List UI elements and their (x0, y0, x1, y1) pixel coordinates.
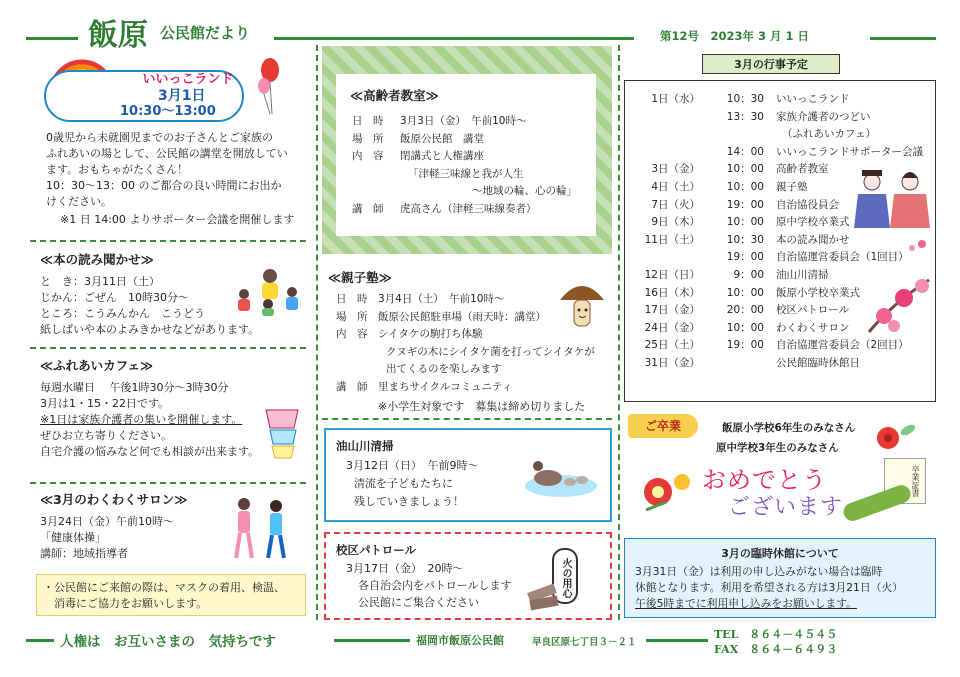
schedule-heading: 3月の行事予定 (702, 54, 840, 74)
footer-line-mid (334, 639, 410, 642)
iikko-line: ます。おもちゃがたくさん！ (46, 163, 189, 176)
footer-slogan: 人権は お互いさまの 気持ちです (60, 634, 276, 650)
event: 公民館臨時休館日 (776, 356, 860, 369)
day: 3日（金） (651, 163, 700, 176)
schedule-row (634, 250, 923, 266)
row-value: 3月3日（金） 午前10時〜 (400, 115, 527, 127)
patrol-line: 公民館にご集合ください (358, 596, 479, 609)
row-value: 飯原公民館 講堂 (400, 132, 484, 145)
salon-section (40, 490, 187, 562)
divider-col2 (618, 45, 620, 620)
patrol-heading: 校区パトロール (336, 543, 417, 557)
event: いいっこランド (776, 93, 850, 105)
day: 31日（金） (644, 356, 700, 369)
closure-line: 3月31日（金）は利用の申し込みがない場合は臨時 (635, 565, 883, 578)
closure-line: 午後5時までに利用申し込みをお願いします。 (635, 597, 857, 610)
divider (30, 240, 306, 242)
event: 自治協運営委員会（1回目） (776, 251, 909, 264)
iikko-badge: いいっこランド (142, 72, 234, 87)
time: 9：00 (733, 268, 764, 281)
time: 10：00 (726, 180, 764, 193)
koreisha-table (350, 112, 579, 220)
time (702, 127, 774, 143)
cafe-line: 3月は1・15・22日です。 (40, 397, 170, 410)
schedule-row (634, 127, 923, 143)
yomikikase-line: ところ：こうみんかん こうどう (40, 307, 205, 320)
event: 親子塾 (776, 180, 808, 193)
day (634, 250, 700, 266)
rose-illustration (868, 418, 918, 458)
closure-box (624, 538, 936, 618)
yomikikase-line: じかん：ごぜん 10時30分〜 (40, 291, 189, 304)
footer-org: 福岡市飯原公民館 (416, 634, 504, 647)
graduation-badge: ご卒業 (628, 414, 698, 438)
notice-line: ・公民館にご来館の際は、マスクの着用、検温、 (43, 581, 285, 594)
balloons-icon (256, 56, 286, 116)
time: 20：00 (726, 304, 764, 317)
yomikikase-line: 紙しばいや本のよみきかせなどがあります。 (40, 323, 260, 336)
time: 10：30 (726, 233, 764, 246)
closure-line: 休館となります。利用を希望される方は3月21日（火） (635, 581, 904, 594)
row-value: 閉講式と人権講座 (400, 150, 484, 163)
day: 11日（土） (644, 233, 700, 246)
mushroom-illustration (556, 276, 608, 332)
row-value: 里まちサイクルコミュニティ (378, 380, 513, 393)
notice-box (36, 574, 306, 616)
time (702, 356, 774, 372)
time: 10：00 (726, 163, 764, 176)
schedule-row (634, 110, 923, 126)
peach-blossom-illustration (864, 272, 934, 338)
row-value: 出てくるのを楽しみます (386, 363, 502, 376)
cafe-heading: ≪ふれあいカフェ≫ (40, 358, 154, 373)
row-label: 日 時 (336, 293, 368, 305)
koreisha-box (336, 74, 596, 236)
row-value: 3月4日（土） 午前10時〜 (378, 293, 505, 305)
day: 25日（土） (644, 339, 700, 352)
schedule-row (634, 356, 923, 372)
time: 19：00 (726, 251, 764, 264)
row-value: 飯原公民館駐車場（雨天時：講堂） (378, 310, 546, 323)
event: 原中学校卒業式 (776, 216, 850, 229)
hina-dolls-illustration (852, 164, 932, 252)
time: 10：00 (726, 286, 764, 299)
row-label (330, 362, 376, 378)
flowers-illustration (636, 466, 696, 518)
time: 10：00 (726, 321, 764, 334)
masthead-subtitle: 公民館だより (160, 24, 251, 42)
time: 19：00 (726, 198, 764, 211)
event: 本の読み聞かせ (776, 233, 850, 246)
footer-line-right (646, 639, 708, 642)
day: 17日（金） (644, 304, 700, 317)
notice-line: 消毒にご協力をお願いします。 (43, 597, 208, 610)
patrol-line: 各自治会内をパトロールします (358, 579, 512, 592)
event: 高齢者教室 (776, 163, 829, 176)
event: 校区パトロール (776, 304, 850, 317)
graduation-line: 原中学校3年生のみなさん (716, 442, 839, 454)
iikko-line: 10：30〜13：00 のご都合の良い時間にお出か (46, 179, 282, 192)
footer-tel: TEL ８６４－４５４５ (714, 628, 838, 641)
cafe-line: ※1日は家族介護者の集いを開催します。 (40, 413, 243, 426)
row-value: 「津軽三味線と我が人生 (408, 167, 524, 180)
teacups-illustration (262, 400, 306, 460)
row-value: シイタケの駒打ち体験 (378, 328, 483, 341)
cafe-line: 毎週水曜日 午後1時30分〜3時30分 (40, 381, 229, 394)
footer-line-left (26, 639, 54, 642)
event: 家族介護者のつどい (776, 110, 871, 123)
time: 13：30 (726, 110, 764, 123)
seiso-line: 残していきましょう！ (354, 495, 464, 508)
event: 自治協運営委員会（2回目） (776, 339, 909, 352)
iikko-date: 3月1日 (158, 88, 206, 104)
divider (30, 482, 306, 484)
event: 飯原小学校卒業式 (776, 286, 860, 299)
day: 12日（日） (644, 268, 700, 281)
reading-children-illustration (232, 266, 308, 316)
iikko-line: 0歳児から未就園児までのお子さんとご家族の (46, 131, 273, 144)
schedule-row (634, 338, 923, 354)
iikko-line: ふれあいの場として、公民館の講堂を開放してい (46, 147, 288, 160)
row-label: 内 容 (352, 150, 384, 163)
oyako-heading: ≪親子塾≫ (328, 270, 392, 285)
divider (322, 418, 612, 420)
iikko-line: けください。 (46, 195, 112, 208)
masthead-line-mid (274, 37, 634, 40)
salon-line: 「健康体操」 (40, 531, 106, 544)
koreisha-heading: ≪高齢者教室≫ (350, 88, 439, 103)
lantern-icon: 火の用心 (552, 548, 578, 604)
patrol-date: 3月17日（金） 20時〜 (346, 562, 464, 575)
day (634, 127, 700, 143)
cafe-line: 自宅介護の悩みなど何でも相談が出来ます。 (40, 445, 260, 458)
graduation-line: 飯原小学校6年生のみなさん (722, 422, 856, 434)
row-label: 日 時 (352, 115, 384, 127)
cafe-section (40, 356, 259, 460)
event: わくわくサロン (776, 321, 850, 334)
yomikikase-section (40, 250, 259, 338)
event: 油山川清掃 (776, 268, 829, 281)
salon-heading: ≪3月のわくわくサロン≫ (40, 492, 188, 507)
row-label: 内 容 (336, 328, 368, 341)
row-label (352, 167, 398, 183)
iikko-body (46, 130, 294, 228)
diploma-paper: 卒業証書 (884, 458, 926, 504)
diploma-tube (841, 483, 913, 524)
row-label: 講 師 (336, 380, 368, 393)
iikko-time: 10:30〜13:00 (120, 104, 216, 119)
yomikikase-heading: ≪本の読み聞かせ≫ (40, 252, 154, 267)
time: 10：00 (726, 216, 764, 229)
event: （ふれあいカフェ） (782, 128, 876, 141)
event: 自治協役員会 (776, 198, 839, 211)
row-label (330, 345, 376, 361)
day: 16日（木） (644, 286, 700, 299)
iikko-note: ※1 日 14:00 よりサポーター会議を開催します (60, 213, 295, 226)
row-label: 場 所 (336, 310, 368, 323)
row-value: 虎高さん（津軽三味線奏者） (400, 202, 537, 215)
seiso-date: 3月12日（日） 午前9時〜 (346, 459, 479, 472)
time: 14：00 (726, 145, 764, 158)
day: 4日（土） (651, 180, 700, 193)
event: いいっこランドサポーター会議 (776, 145, 923, 158)
day: 7日（火） (651, 198, 700, 211)
exercise-people-illustration (226, 496, 296, 562)
day: 1日（水） (651, 93, 700, 105)
salon-line: 3月24日（金）午前10時〜 (40, 515, 174, 528)
omedeto-text: おめでとう (702, 466, 827, 494)
row-label: 講 師 (352, 202, 384, 215)
oyako-note: ※小学生対象です 募集は締め切りました (378, 399, 586, 413)
row-label: 場 所 (352, 132, 384, 145)
masthead-line-left (26, 37, 78, 40)
divider-col1 (316, 45, 318, 620)
row-label (352, 184, 398, 200)
seiso-line: 清流を子どもたちに (354, 477, 453, 490)
omedeto-text: ございます (728, 495, 844, 520)
day: 9日（木） (651, 216, 700, 229)
cafe-line: ぜひお立ち寄りください。 (40, 429, 172, 442)
footer-fax: FAX ８６４－６４９３ (714, 643, 838, 656)
closure-heading: 3月の臨時休館について (721, 547, 839, 560)
time: 19：00 (726, 339, 764, 352)
masthead-title: 飯原 (88, 18, 148, 53)
row-value: クヌギの木にシイタケ菌を打ってシイタケが (386, 345, 595, 358)
masthead-line-right (870, 37, 936, 40)
footer-address: 早良区原七丁目３－２１ (532, 637, 637, 648)
yomikikase-line: と き：3月11日（土） (40, 275, 160, 288)
day (634, 145, 700, 161)
row-value: 〜地域の輪、心の輪」 (472, 185, 577, 198)
day: 24日（金） (644, 321, 700, 334)
divider (30, 347, 306, 349)
day (634, 110, 700, 126)
schedule-row (634, 92, 923, 108)
issue-date: 第12号 2023年 3 月 1 日 (660, 29, 810, 43)
schedule-row (634, 145, 923, 161)
salon-line: 講師：地域指導者 (40, 547, 128, 560)
ducks-illustration (524, 450, 598, 498)
seiso-heading: 油山川清掃 (336, 439, 394, 453)
time: 10：30 (726, 93, 764, 105)
